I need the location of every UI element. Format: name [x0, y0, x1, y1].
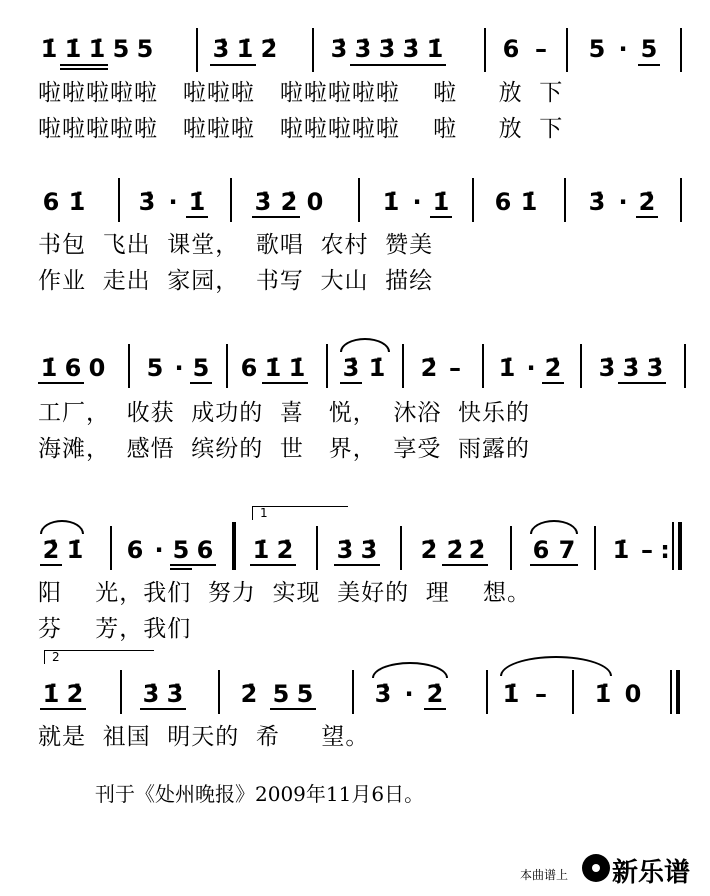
note: 1̇: [264, 354, 282, 382]
vinyl-disc-icon: [582, 854, 610, 882]
note: ·: [412, 188, 422, 216]
beam: [170, 564, 216, 566]
note: 3̇: [336, 536, 354, 564]
note: 2̇: [420, 536, 438, 564]
barline: [316, 526, 318, 570]
barline: [472, 178, 474, 222]
barline: [680, 178, 682, 222]
note: 5: [588, 35, 606, 63]
beam: [618, 382, 666, 384]
final-barline: [676, 670, 680, 714]
note: 0: [88, 354, 106, 382]
note: 3̇: [330, 35, 348, 63]
beam: [60, 64, 108, 66]
note: 3̇: [342, 354, 360, 382]
barline: [110, 526, 112, 570]
site-logo[interactable]: 新乐谱: [612, 858, 691, 888]
slur: [500, 656, 612, 676]
beam: [170, 568, 192, 570]
lyrics-verse-1: 工厂， 收获 成功的 喜 悦， 沐浴 快乐的: [38, 400, 531, 426]
repeat-end-sign: :: [660, 536, 670, 564]
beam: [252, 216, 300, 218]
note: 6: [196, 536, 214, 564]
note: 5: [640, 35, 658, 63]
slur: [40, 520, 84, 534]
note: 3̇: [598, 354, 616, 382]
note: 1̇: [68, 188, 86, 216]
barline: [326, 344, 328, 388]
barline: [672, 522, 674, 570]
note: 1̇: [368, 354, 386, 382]
note: 1̇: [252, 536, 270, 564]
beam: [638, 64, 660, 66]
beam: [40, 564, 62, 566]
note: 3̇: [142, 680, 160, 708]
lyrics-verse-1: 书包 飞出 课堂， 歌唱 农村 赞美: [38, 232, 434, 258]
beam: [40, 708, 86, 710]
note: 1̇: [498, 354, 516, 382]
note: 2̇: [468, 536, 486, 564]
note: 6: [502, 35, 520, 63]
beam: [210, 64, 256, 66]
note: –: [535, 35, 547, 63]
beam: [424, 708, 446, 710]
publication-caption: 刊于《处州晚报》2009年11月6日。: [95, 782, 425, 806]
note: 5: [146, 354, 164, 382]
note: 3̇: [588, 188, 606, 216]
note: 6: [64, 354, 82, 382]
volta-number: 1: [260, 506, 268, 520]
note: –: [449, 354, 461, 382]
barline: [680, 28, 682, 72]
barline: [312, 28, 314, 72]
note: ·: [168, 188, 178, 216]
note: 3̇: [138, 188, 156, 216]
volta-bracket: [252, 506, 253, 520]
barline: [484, 28, 486, 72]
note: 3̇: [622, 354, 640, 382]
barline: [580, 344, 582, 388]
note: 1̇: [426, 35, 444, 63]
beam: [190, 382, 212, 384]
note: 1̇: [88, 35, 106, 63]
note: 2̇: [260, 35, 278, 63]
lyrics-verse-1: 啦啦啦啦啦 啦啦啦 啦啦啦啦啦 啦 放 下: [38, 80, 564, 106]
note: 6: [126, 536, 144, 564]
note: 1̇: [288, 354, 306, 382]
note: 2̇: [638, 188, 656, 216]
note: 3̇: [360, 536, 378, 564]
slur: [340, 338, 390, 352]
lyrics-verse-2: 作业 走出 家园， 书写 大山 描绘: [38, 268, 434, 294]
barline: [572, 670, 574, 714]
beam: [270, 708, 316, 710]
note: 2̇: [276, 536, 294, 564]
note: 6: [42, 188, 60, 216]
note: 2̇: [240, 680, 258, 708]
note: 5: [136, 35, 154, 63]
note: 1̇: [66, 536, 84, 564]
note: 3̇: [402, 35, 420, 63]
slur: [372, 662, 448, 678]
barline: [400, 526, 402, 570]
note: 1̇: [64, 35, 82, 63]
note: 1̇: [188, 188, 206, 216]
note: 2̇: [426, 680, 444, 708]
note: 2̇: [544, 354, 562, 382]
beam: [186, 216, 208, 218]
note: 3̇: [254, 188, 272, 216]
note: –: [641, 536, 653, 564]
note: ·: [618, 35, 628, 63]
barline: [564, 178, 566, 222]
note: –: [535, 680, 547, 708]
note: 0: [306, 188, 324, 216]
note: 5: [112, 35, 130, 63]
beam: [636, 216, 658, 218]
note: 1̇: [520, 188, 538, 216]
note: 5: [192, 354, 210, 382]
barline: [486, 670, 488, 714]
note: 5: [172, 536, 190, 564]
barline: [218, 670, 220, 714]
note: 1̇: [594, 680, 612, 708]
lyrics-verse-2: 芬 芳，我们: [38, 616, 192, 642]
beam: [60, 68, 108, 70]
volta-bracket: [44, 650, 45, 664]
beam: [542, 382, 564, 384]
barline: [684, 344, 686, 388]
note: 1̇: [502, 680, 520, 708]
barline: [358, 178, 360, 222]
barline: [402, 344, 404, 388]
volta-number: 2: [52, 650, 60, 664]
note: 3̇: [378, 35, 396, 63]
note: ·: [404, 680, 414, 708]
note: 6: [494, 188, 512, 216]
volta-bracket: [44, 650, 154, 651]
note: 5: [272, 680, 290, 708]
beam: [262, 382, 308, 384]
beam: [340, 382, 362, 384]
note: ·: [174, 354, 184, 382]
note: 3̇: [354, 35, 372, 63]
note: 1̇: [612, 536, 630, 564]
note: ·: [618, 188, 628, 216]
note: 1̇: [40, 35, 58, 63]
lyrics-verse-1: 阳 光，我们 努力 实现 美好的 理 想。: [38, 580, 531, 606]
note: 1̇: [42, 680, 60, 708]
note: ·: [154, 536, 164, 564]
barline: [566, 28, 568, 72]
beam: [530, 564, 578, 566]
barline: [594, 526, 596, 570]
lyrics-verse-1: 就是 祖国 明天的 希 望。: [38, 724, 370, 750]
note: 1̇: [40, 354, 58, 382]
beam: [334, 564, 380, 566]
note: 1̇: [382, 188, 400, 216]
note: 1̇: [236, 35, 254, 63]
note: 3̇: [166, 680, 184, 708]
note: 2̇: [42, 536, 60, 564]
beam: [430, 216, 452, 218]
note: 2̇: [280, 188, 298, 216]
barline: [230, 178, 232, 222]
note: 2̇: [446, 536, 464, 564]
beam: [140, 708, 186, 710]
barline: [120, 670, 122, 714]
slur: [530, 520, 578, 534]
note: 7: [558, 536, 576, 564]
note: 3̇: [374, 680, 392, 708]
note: 2̇: [420, 354, 438, 382]
beam: [442, 564, 488, 566]
note: 5: [296, 680, 314, 708]
lyrics-verse-2: 海滩， 感悟 缤纷的 世 界， 享受 雨露的: [38, 436, 531, 462]
note: 1̇: [432, 188, 450, 216]
barline: [196, 28, 198, 72]
barline: [118, 178, 120, 222]
lyrics-verse-2: 啦啦啦啦啦 啦啦啦 啦啦啦啦啦 啦 放 下: [38, 116, 564, 142]
barline: [510, 526, 512, 570]
beam: [250, 564, 296, 566]
footer-label: 本曲谱上: [520, 868, 569, 882]
note: 6: [532, 536, 550, 564]
note: 6: [240, 354, 258, 382]
barline: [226, 344, 228, 388]
note: 3̇: [212, 35, 230, 63]
beam: [350, 64, 446, 66]
final-barline: [670, 670, 672, 714]
note: ·: [526, 354, 536, 382]
barline: [128, 344, 130, 388]
note: 0: [624, 680, 642, 708]
barline: [482, 344, 484, 388]
repeat-start-barline: [232, 522, 236, 570]
note: 2̇: [66, 680, 84, 708]
beam: [38, 382, 84, 384]
barline: [352, 670, 354, 714]
repeat-end-barline: [678, 522, 682, 570]
note: 3̇: [646, 354, 664, 382]
